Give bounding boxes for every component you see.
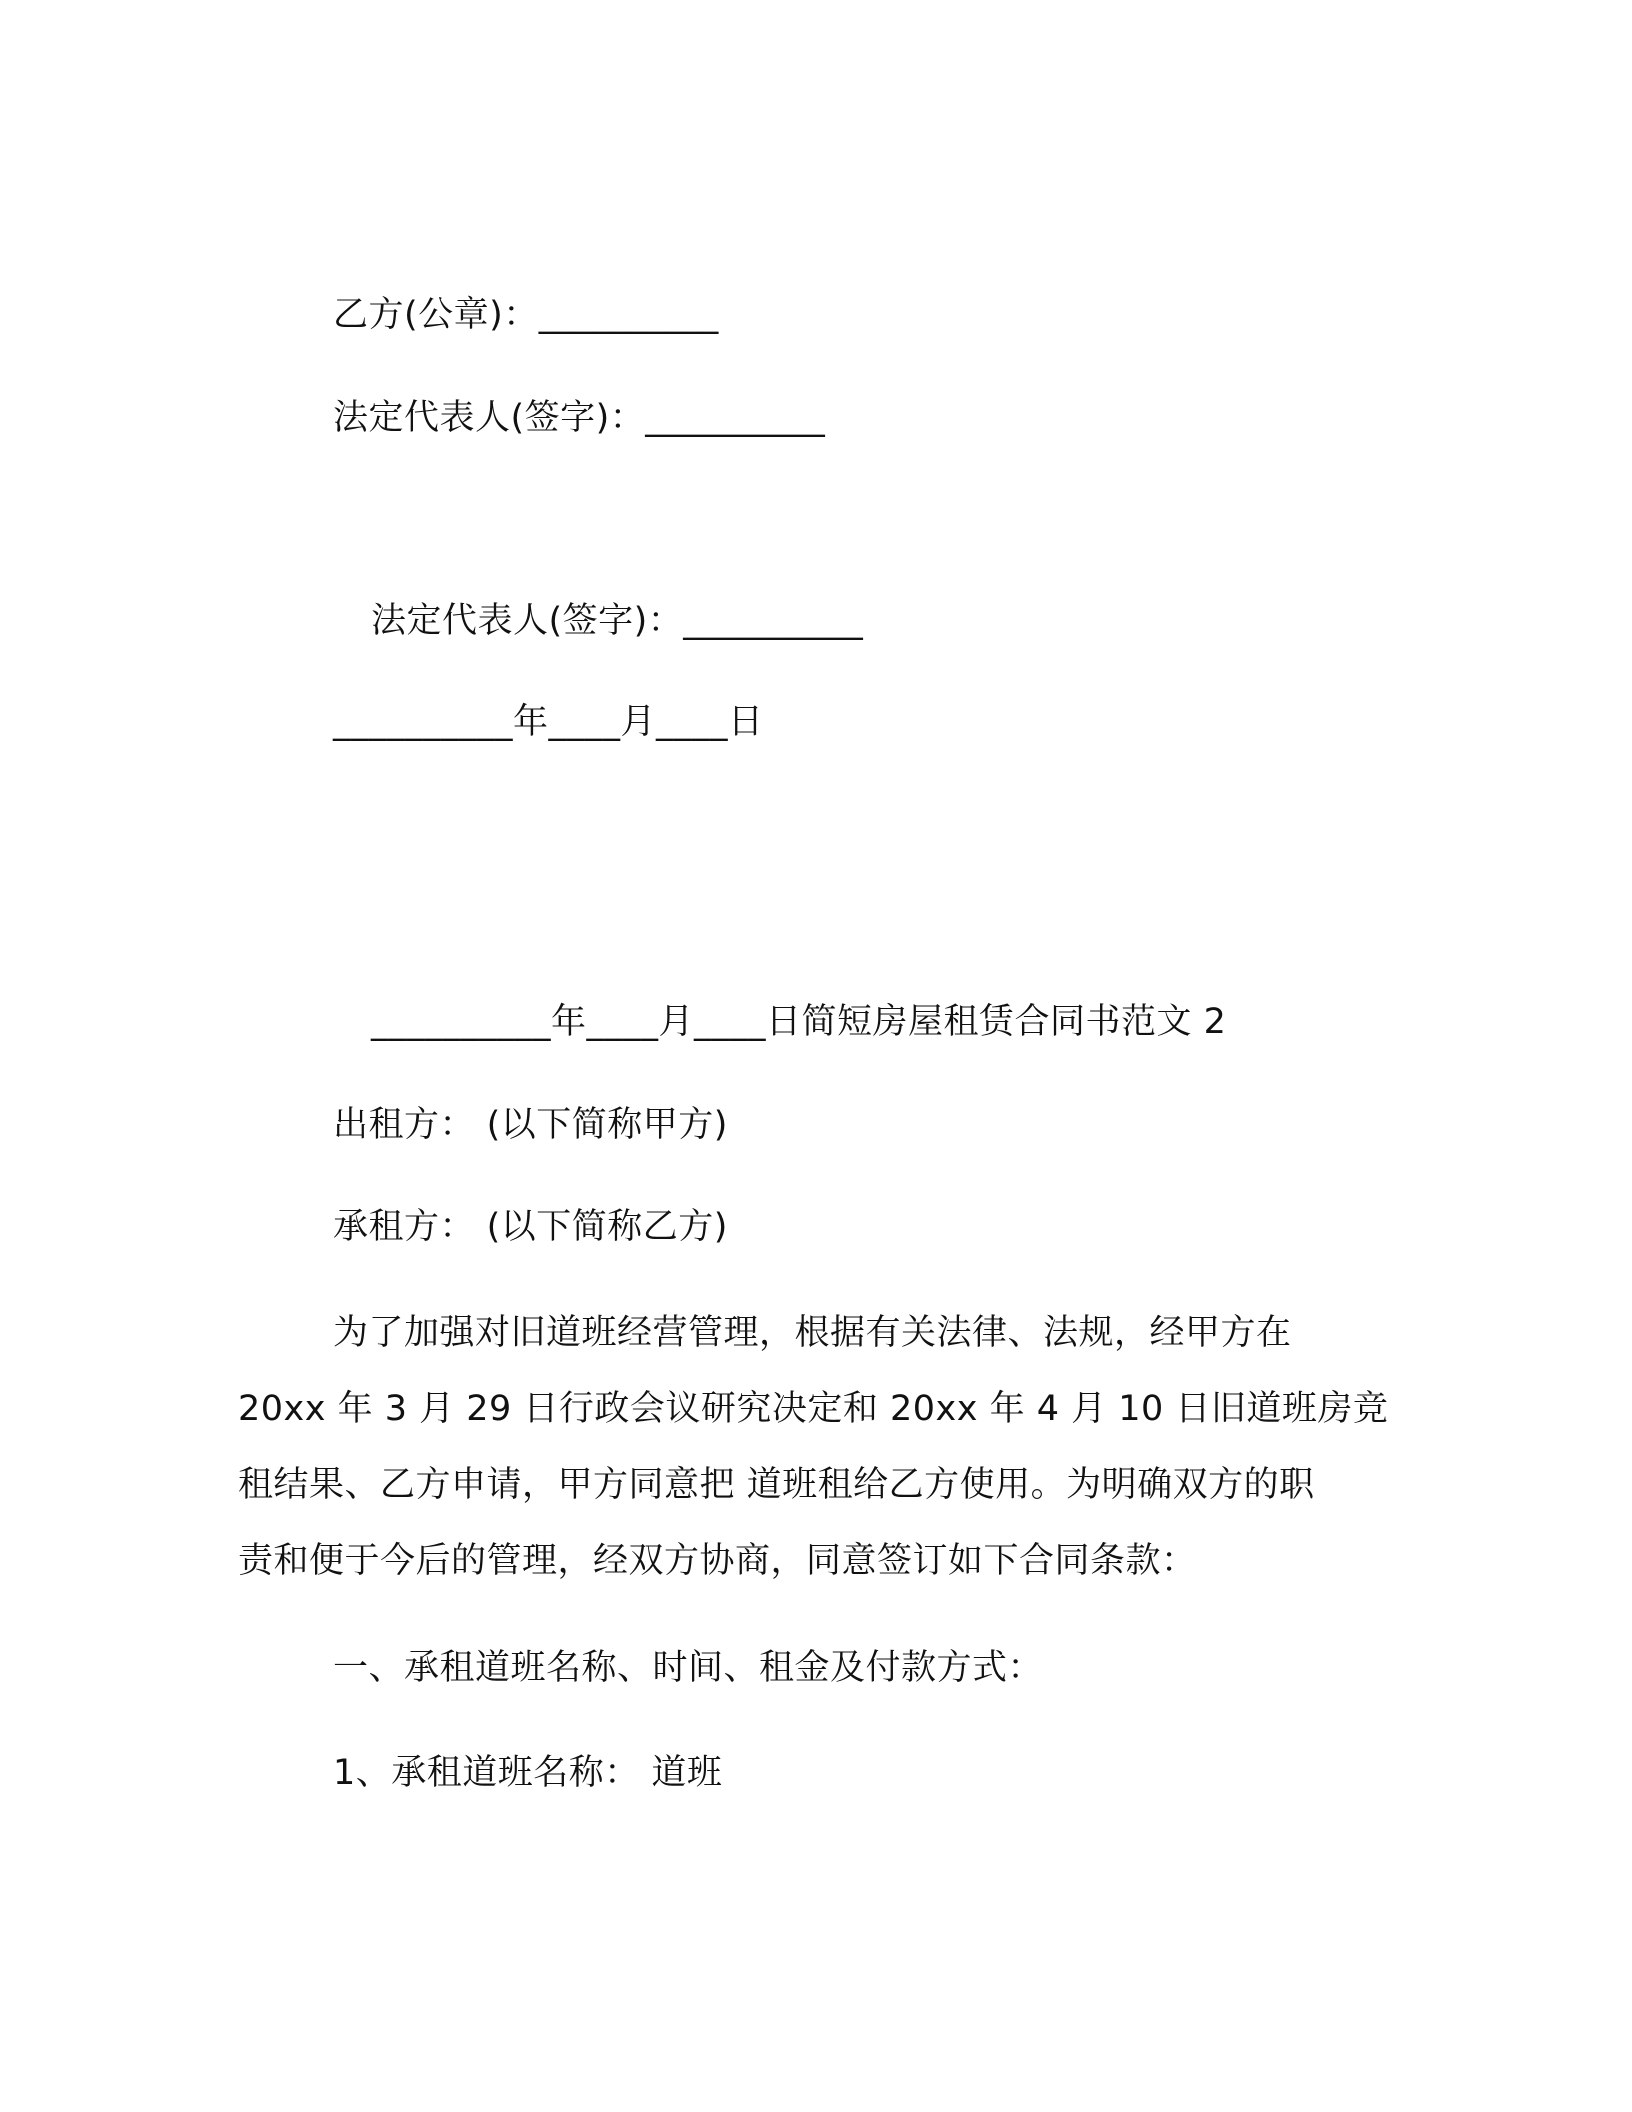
lessor-line: 出租方： (以下简称甲方): [333, 1105, 728, 1145]
preamble-line-2: 20xx 年 3 月 29 日行政会议研究决定和 20xx 年 4 月 10 日旧道班房竞: [238, 1389, 1389, 1429]
preamble-line-4: 责和便于今后的管理，经双方协商，同意签订如下合同条款：: [238, 1541, 1197, 1581]
item-1-line: 1、承租道班名称： 道班: [333, 1753, 723, 1793]
lessee-line: 承租方： (以下简称乙方): [333, 1207, 728, 1247]
section-1-title: 一、承租道班名称、时间、租金及付款方式：: [333, 1648, 1044, 1688]
preamble-line-1: 为了加强对旧道班经营管理，根据有关法律、法规，经甲方在: [333, 1313, 1292, 1353]
party-b-seal-line: 乙方(公章)：__________: [333, 295, 719, 335]
legal-representative-signature-line: 法定代表人(签字)：__________: [333, 398, 826, 438]
preamble-line-3: 租结果、乙方申请，甲方同意把 道班租给乙方使用。为明确双方的职: [238, 1465, 1315, 1505]
contract-heading: __________年____月____日简短房屋租赁合同书范文 2: [371, 1002, 1227, 1042]
signature-date-line: __________年____月____日: [333, 702, 764, 742]
legal-representative-signature-line-2: 法定代表人(签字)：__________: [371, 601, 864, 641]
